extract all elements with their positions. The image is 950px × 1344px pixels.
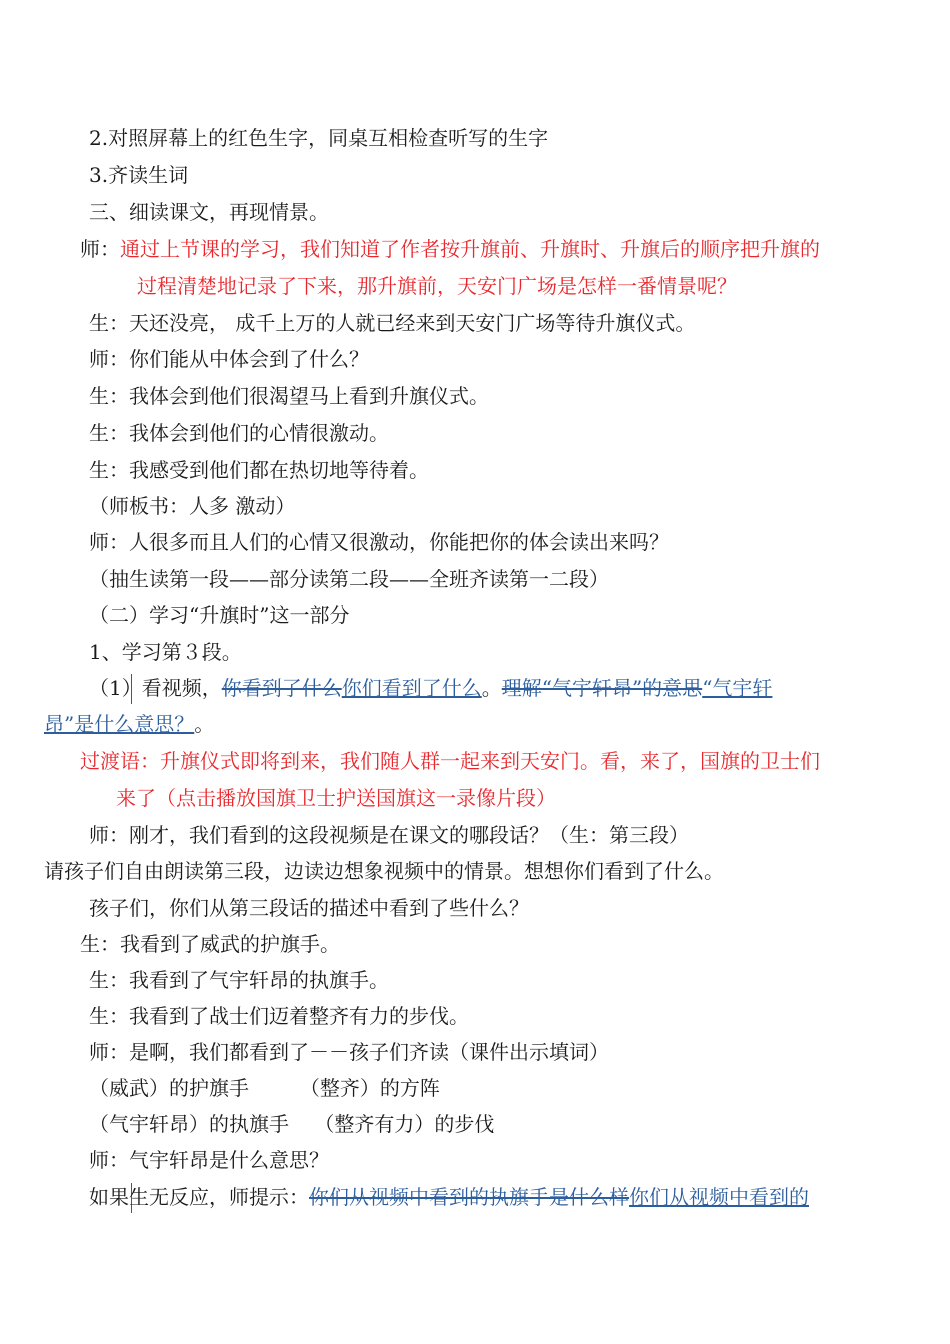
revised-line (89, 1183, 809, 1211)
text-line: 生：我看到了威武的护旗手。 (80, 932, 340, 956)
teacher-script-red: 通过上节课的学习，我们知道了作者按升旗前、升旗时、升旗后的顺序把升旗的 (120, 237, 820, 261)
text-line: （师板书：人多 激动） (89, 494, 296, 518)
text-line: 生：我体会到他们很渴望马上看到升旗仪式。 (89, 384, 489, 408)
inserted-text: 你们从视频中看到的 (629, 1185, 809, 1209)
text-line: 师：人很多而且人们的心情又很激动，你能把你的体会读出来吗？ (89, 530, 669, 554)
text-line: （气宇轩昂）的执旗手 （整齐有力）的步伐 (89, 1112, 495, 1136)
text-line: 师：你们能从中体会到了什么？ (89, 347, 369, 371)
transition-script-red: 过渡语：升旗仪式即将到来，我们随人群一起来到天安门。看，来了，国旗的卫士们 (80, 749, 820, 773)
text-line: 生：我感受到他们都在热切地等待着。 (89, 458, 429, 482)
text-segment: 。 (481, 676, 502, 700)
inserted-text: “气宇轩 (702, 676, 773, 700)
transition-script-red: 来了（点击播放国旗卫士护送国旗这一录像片段） (116, 786, 556, 810)
text-line: （二）学习“升旗时”这一部分 (89, 603, 350, 627)
text-line: 师：气宇轩昂是什么意思？ (89, 1148, 329, 1172)
text-line (80, 235, 820, 263)
text-line: 生：我体会到他们的心情很激动。 (89, 421, 389, 445)
text-line: 1、学习第３段。 (89, 640, 242, 664)
text-segment: （1）看视频， (89, 676, 222, 700)
text-line: 师：刚才，我们看到的这段视频是在课文的哪段话？（生：第三段） (89, 823, 689, 847)
text-line: 生：我看到了战士们迈着整齐有力的步伐。 (89, 1004, 469, 1028)
text-segment: 。 (194, 712, 215, 736)
text-line: 3.齐读生词 (89, 163, 189, 187)
deleted-text: 理解“气宇轩昂”的意思 (501, 676, 703, 700)
deleted-text: 你看到了什么 (221, 676, 342, 700)
text-line: 请孩子们自由朗读第三段，边读边想象视频中的情景。想想你们看到了什么。 (44, 859, 724, 883)
text-segment: 如果生无反应，师提示： (89, 1185, 309, 1209)
text-line: 生：天还没亮， 成千上万的人就已经来到天安门广场等待升旗仪式。 (89, 311, 696, 335)
revised-line (89, 674, 772, 702)
text-line: 孩子们，你们从第三段话的描述中看到了些什么？ (89, 896, 529, 920)
text-line: 三、细读课文，再现情景。 (89, 200, 329, 224)
speaker-label: 师： (80, 237, 120, 261)
deleted-text: 你们从视频中看到的执旗手是什么样 (309, 1185, 629, 1209)
teacher-script-red: 过程清楚地记录了下来，那升旗前，天安门广场是怎样一番情景呢？ (137, 274, 737, 298)
revised-line (44, 710, 214, 738)
text-line: （抽生读第一段——部分读第二段——全班齐读第一二段） (89, 567, 609, 591)
inserted-text: 你们看到了什么 (341, 676, 482, 700)
text-line: 2.对照屏幕上的红色生字，同桌互相检查听写的生字 (89, 126, 549, 150)
text-line: （威武）的护旗手 （整齐）的方阵 (89, 1076, 440, 1100)
inserted-text: 昂”是什么意思？ (44, 712, 195, 736)
text-line: 生：我看到了气宇轩昂的执旗手。 (89, 968, 389, 992)
text-line: 师：是啊，我们都看到了－－孩子们齐读（课件出示填词） (89, 1040, 609, 1064)
